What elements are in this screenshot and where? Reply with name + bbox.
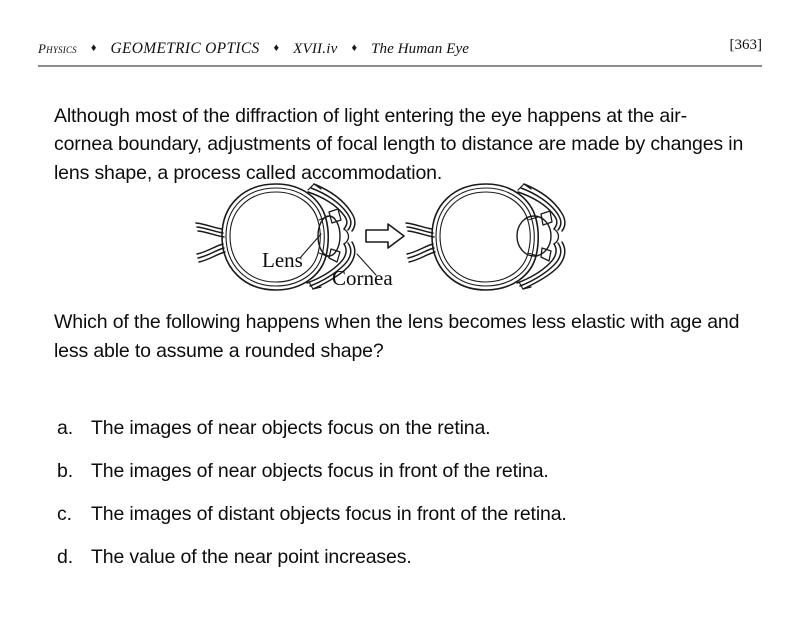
breadcrumb <box>38 40 469 58</box>
running-header <box>38 37 762 66</box>
page-number: [363] <box>729 37 762 53</box>
breadcrumb-separator-3: ♦ <box>351 42 358 54</box>
eye-diagram-svg <box>190 172 590 300</box>
choice-text-c: The images of distant objects focus in front of the retina. <box>91 503 567 525</box>
answer-choice-a[interactable] <box>57 414 757 442</box>
breadcrumb-title: The Human Eye <box>371 41 470 57</box>
rightwards-arrow-icon <box>366 224 404 248</box>
answer-choice-b[interactable] <box>57 457 757 485</box>
breadcrumb-separator-2: ♦ <box>273 42 280 54</box>
breadcrumb-section: XVII.iv <box>293 41 338 57</box>
choice-letter-c: c. <box>57 503 72 525</box>
choice-letter-b: b. <box>57 460 73 482</box>
question-text: Which of the following happens when the lens becomes less elastic with age and less able to assume a rounded shape? <box>54 311 740 362</box>
figure-label-lens: Lens <box>262 248 303 272</box>
answer-choice-d[interactable] <box>57 543 757 571</box>
breadcrumb-subject: Physics <box>38 41 77 56</box>
breadcrumb-separator-1: ♦ <box>90 42 97 54</box>
choice-text-a: The images of near objects focus on the retina. <box>91 417 491 439</box>
intro-paragraph: Although most of the diffraction of light entering the eye happens at the air-cornea boundary, adjustments of focal length to distance are made by changes in lens shape, a process called accommodation. <box>54 104 744 184</box>
breadcrumb-topic: GEOMETRIC OPTICS <box>110 40 260 57</box>
answer-choices-list <box>57 414 757 586</box>
eye-accommodation-figure <box>190 172 590 300</box>
right-eye-rounded-lens <box>406 184 565 290</box>
figure-label-cornea: Cornea <box>332 266 393 290</box>
answer-choice-c[interactable] <box>57 500 757 528</box>
choice-text-d: The value of the near point increases. <box>91 546 412 568</box>
choice-text-b: The images of near objects focus in front of the retina. <box>91 460 549 482</box>
header-divider <box>38 65 762 67</box>
choice-letter-a: a. <box>57 417 73 439</box>
choice-letter-d: d. <box>57 546 73 568</box>
